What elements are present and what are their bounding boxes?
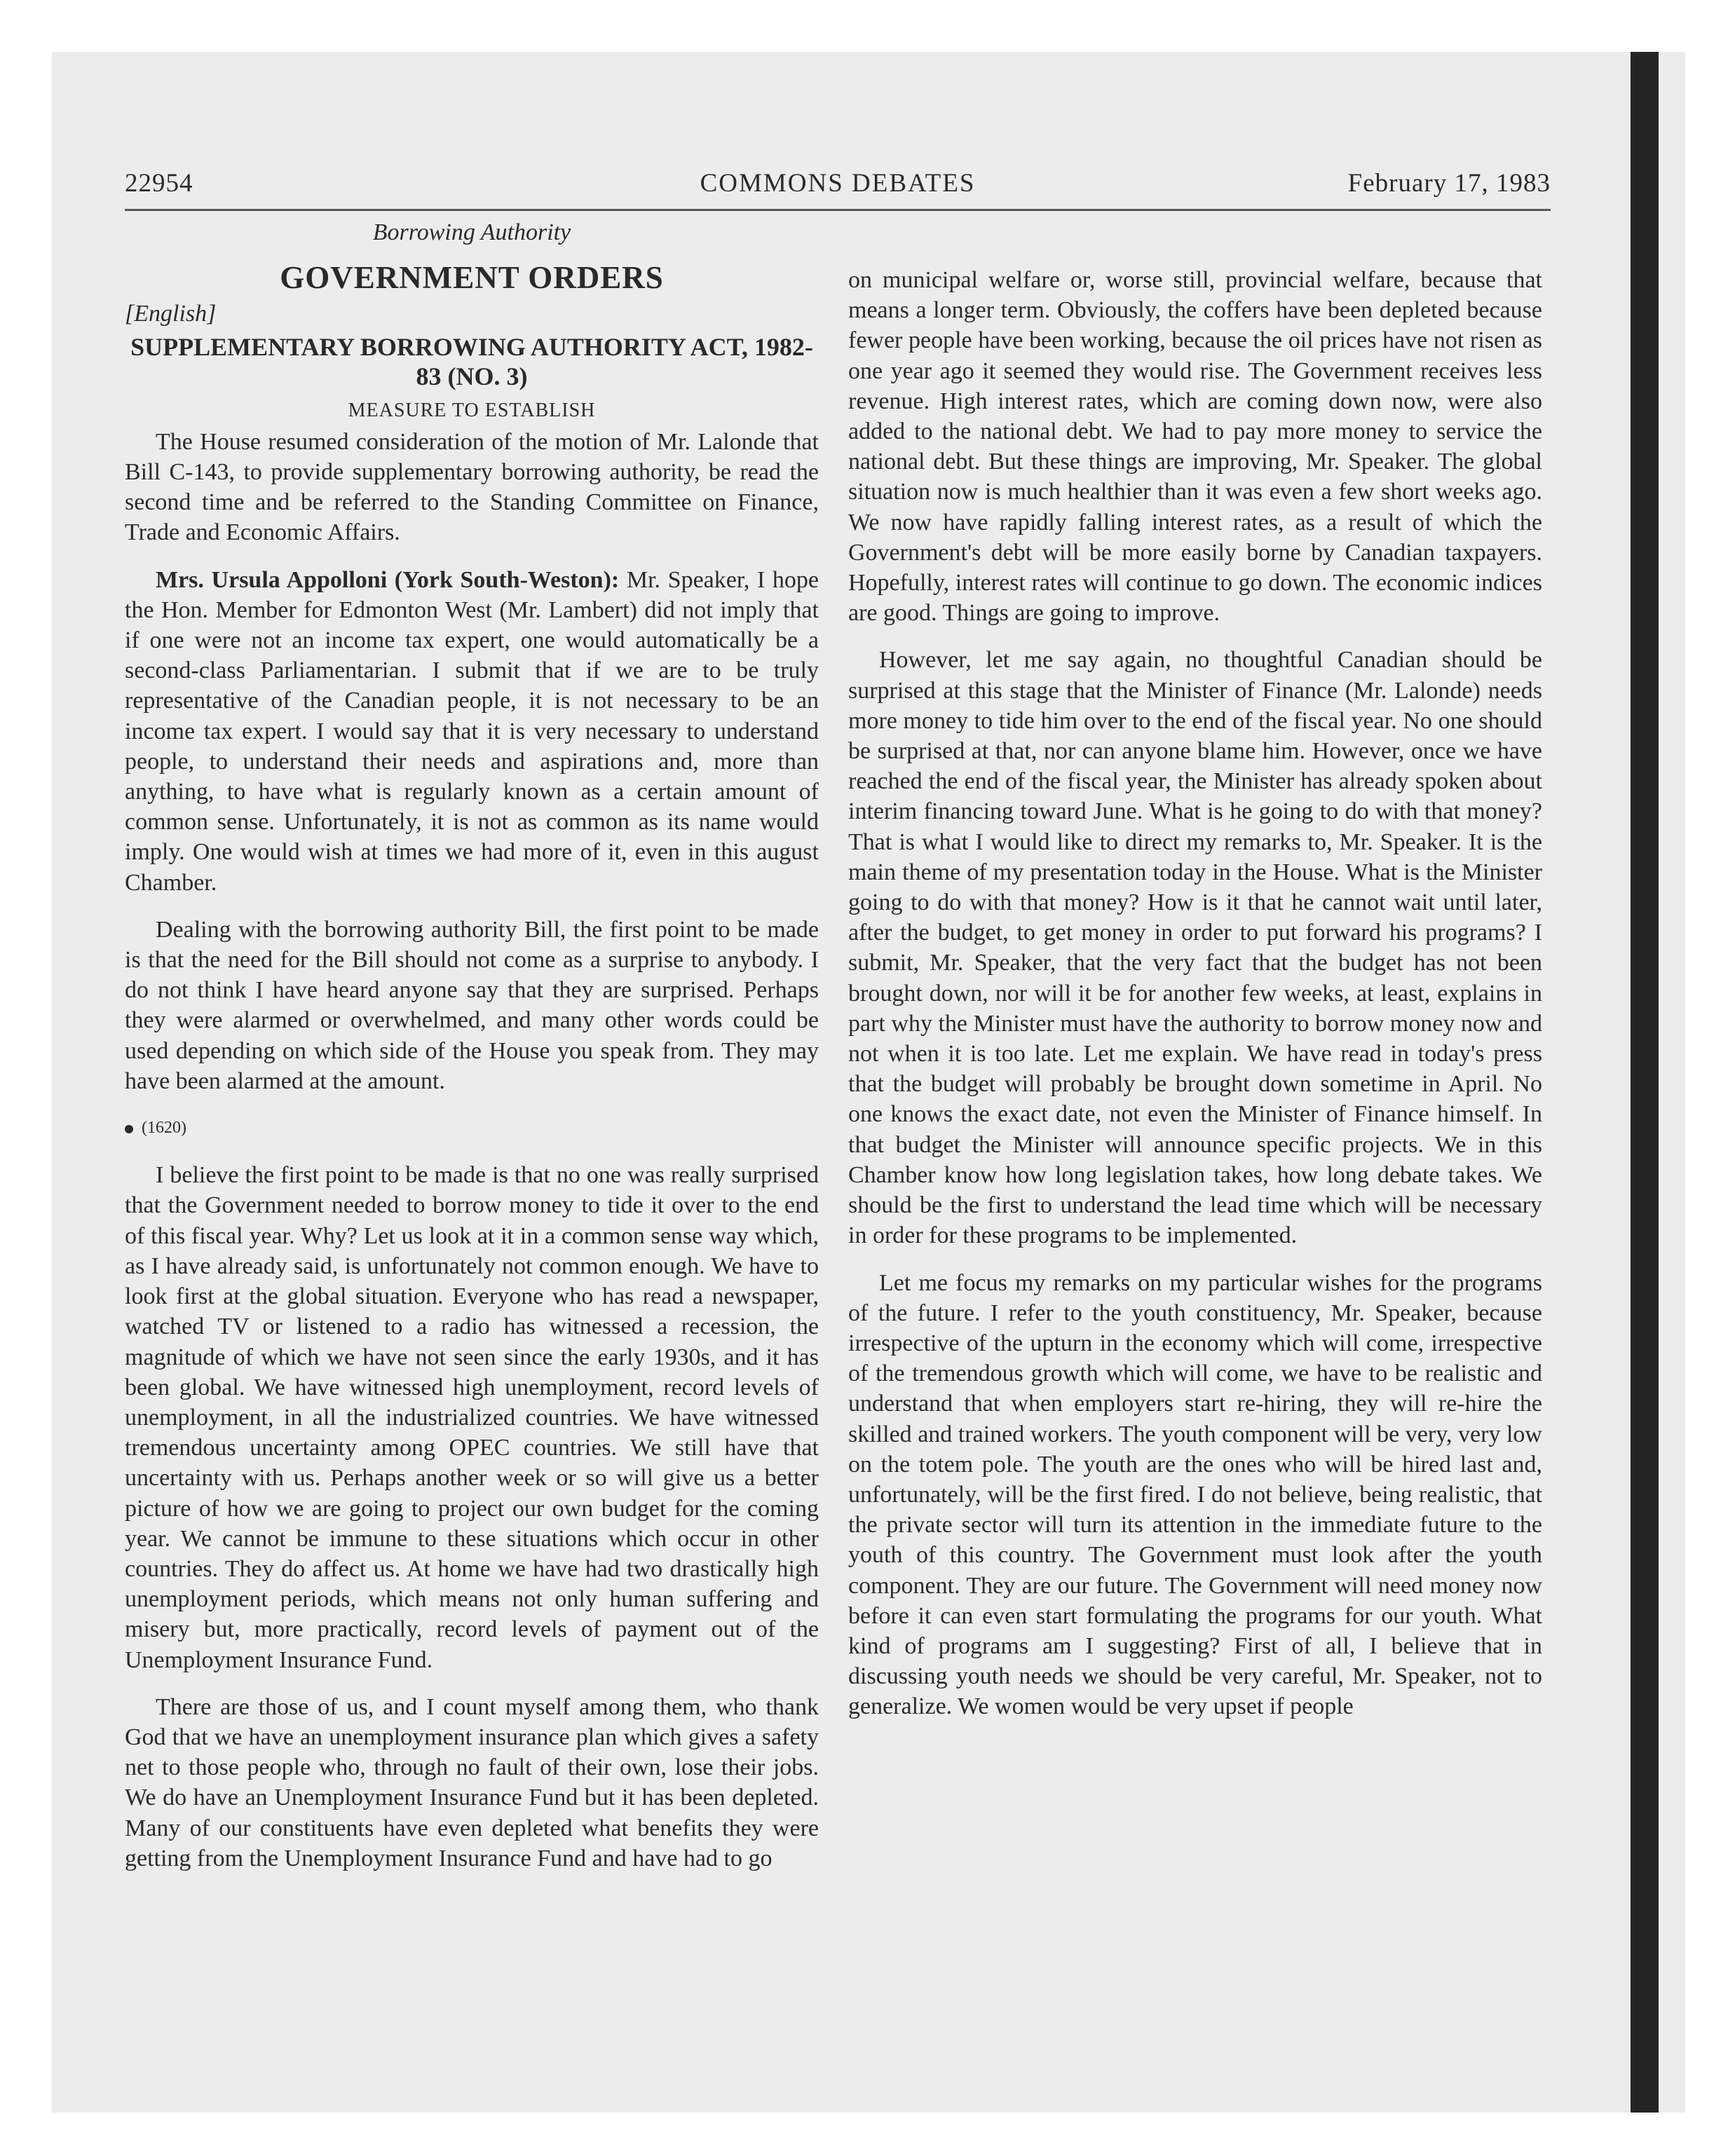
paragraph: There are those of us, and I count myself among them, who thank God that we have an unemployment insurance plan which gives a safety net to those people who, through no fault of their own, lose their jobs. We do have an Unemployment Insurance Fund but it has been depleted. Many of our constituents have even depleted what benefits they were getting from the Unemployment Insurance Fund and have had to go (125, 1693, 819, 1871)
rubric: Borrowing Authority (372, 219, 571, 245)
paragraph: I believe the first point to be made is that no one was really surprised that the Government needed to borrow money to tide it over to the end of this fiscal year. Why? Let us look at it in a common sense way which, as I have already said, is unfortunately not common enough. We have to look first at the global situation. Everyone who has read a newspaper, watched TV or listened to a radio has witnessed a recession, the magnitude of which we have not seen since the early 1930s, and it has been global. We have witnessed high unemployment, record levels of unemployment, in all the industrialized countries. We have witnessed tremendous uncertainty among OPEC countries. We still have that uncertainty with us. Perhaps another week or so will give us a better picture of how we are going to project our own budget for the coming year. We cannot be immune to these situations which occur in other countries. They do affect us. At home we have had two drastically high unemployment periods, which means not only human suffering and misery but, more practically, record levels of payment out of the Unemployment Insurance Fund. (125, 1162, 819, 1673)
left-column (125, 217, 819, 1874)
page-number: 22954 (125, 169, 193, 198)
section-title: GOVERNMENT ORDERS (280, 260, 664, 296)
measure-heading: MEASURE TO ESTABLISH (348, 399, 596, 421)
timestamp-text: (1620) (142, 1119, 186, 1138)
speaker-name: Mrs. Ursula Appolloni (York South-Weston): (156, 566, 620, 593)
language-tag: [English] (125, 301, 217, 327)
paragraph: Let me focus my remarks on my particular wishes for the programs of the future. I refer to the youth constituency, Mr. Speaker, because irrespective of the upturn in the economy which will come, irrespective of the tremendous growth which will come, we have to be realistic and understand that when employers start re-hiring, they will re-hire the skilled and trained workers. The youth component will be very, very low on the totem pole. The youth are the ones who will be hired last and, unfortunately, will be the first fired. I do not believe, being realistic, that the private sector will turn its attention in the immediate future to the youth of this country. The Government must look after the youth component. They are our future. The Government will need money now before it can even start formulating the programs for our youth. What kind of programs am I suggesting? First of all, I believe that in discussing youth needs we should be very careful, Mr. Speaker, not to generalize. We women would be very upset if people (848, 1269, 1542, 1720)
page-date: February 17, 1983 (1347, 169, 1551, 198)
page-header (125, 168, 1551, 211)
bill-title: SUPPLEMENTARY BORROWING AUTHORITY ACT, 1982-83 (NO. 3) (130, 332, 813, 390)
timestamp-marker (125, 1113, 819, 1143)
speech-text: Mr. Speaker, I hope the Hon. Member for Edmonton West (Mr. Lambert) did not imply that if one were not an income tax expert, one would automatically be a second-class Parliamentarian. I submit that if we are to be truly representative of the Canadian people, it is not necessary to be an income tax expert. I would say that it is very necessary to understand people, to understand their needs and aspirations and, more than anything, to have what is regularly known as a certain amount of common sense. Unfortunately, it is not as common as its name would imply. One would wish at times we had more of it, even in this august Chamber. (125, 566, 819, 896)
bullet-icon (125, 1125, 133, 1133)
scan-edge-bar (1631, 52, 1659, 2113)
paragraph: Dealing with the borrowing authority Bill, the first point to be made is that the need for the Bill should not come as a surprise to anybody. I do not think I have heard anyone say that they are surprised. Perhaps they were alarmed or overwhelmed, and many other words could be used depending on which side of the House you speak from. They may have been alarmed at the amount. (125, 916, 819, 1094)
right-column (848, 265, 1542, 1722)
paragraph: However, let me say again, no thoughtful Canadian should be surprised at this stage that the Minister of Finance (Mr. Lalonde) needs more money to tide him over to the end of the fiscal year. No one should be surprised at that, nor can anyone blame him. However, once we have reached the end of the fiscal year, the Minister has already spoken about interim financing toward June. What is he going to do with that money? That is what I would like to direct my remarks to, Mr. Speaker. It is the main theme of my presentation today in the House. What is the Minister going to do with that money? How is it that he cannot wait until later, after the budget, to get money in order to put forward his programs? I submit, Mr. Speaker, that the very fact that the budget has not been brought down, nor will it be for another few weeks, at least, explains in part why the Minister must have the authority to borrow money now and not when it is too late. Let me explain. We have read in today's press that the budget will probably be brought down sometime in April. No one knows the exact date, not even the Minister of Finance himself. In that budget the Minister will announce specific projects. We in this Chamber know how long legislation takes, how long debate takes. We should be the first to understand the lead time which will be necessary in order for these programs to be implemented. (848, 647, 1542, 1249)
paragraph: The House resumed consideration of the motion of Mr. Lalonde that Bill C-143, to provide supplementary borrowing authority, be read the second time and be referred to the Standing Committee on Finance, Trade and Economic Affairs. (125, 428, 819, 546)
paragraph: on municipal welfare or, worse still, provincial welfare, because that means a longer term. Obviously, the coffers have been depleted because fewer people have been working, because the oil prices have not risen as one year ago it seemed they would rise. The Government receives less revenue. High interest rates, which are coming down now, were also added to the national debt. We had to pay more money to service the national debt. But these things are improving, Mr. Speaker. The global situation now is much healthier than it was even a few short weeks ago. We now have rapidly falling interest rates, as a result of which the Government's debt will be more easily borne by Canadian taxpayers. Hopefully, interest rates will continue to go down. The economic indices are good. Things are going to improve. (848, 267, 1542, 627)
publication-title: COMMONS DEBATES (700, 169, 976, 198)
paragraph (125, 565, 819, 898)
